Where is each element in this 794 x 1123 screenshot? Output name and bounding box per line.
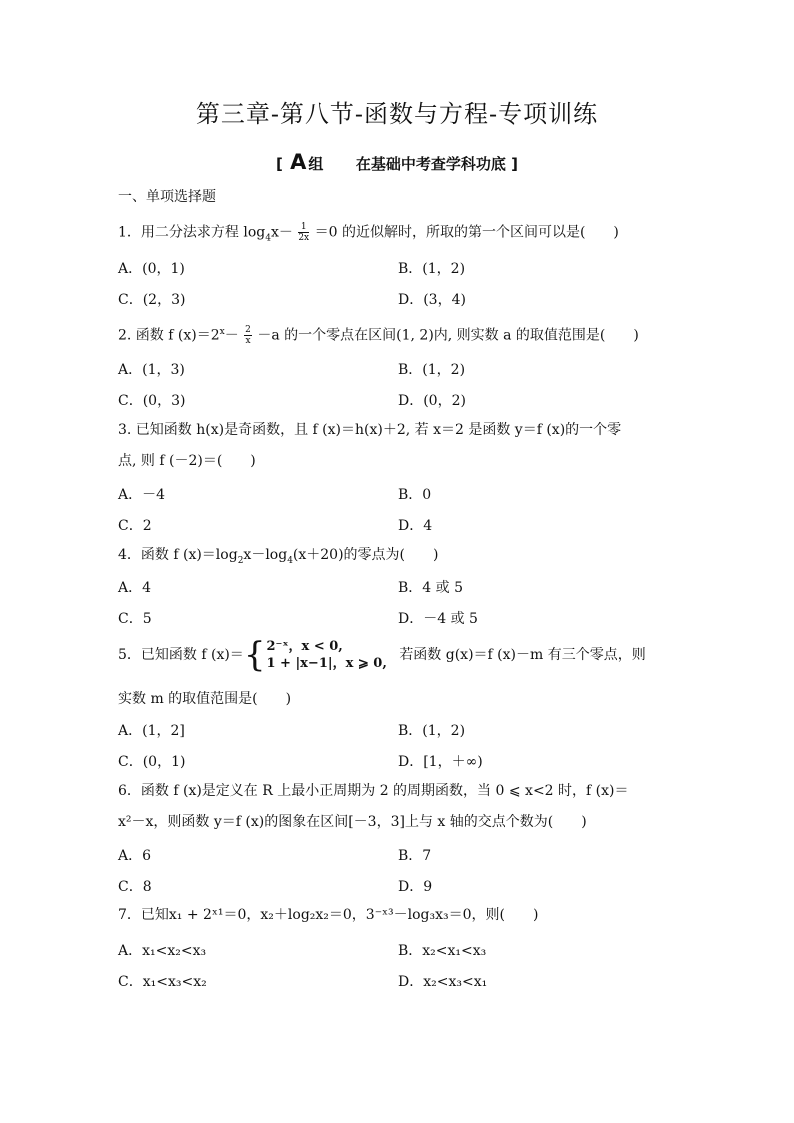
q6-option-d: D．9 (398, 879, 433, 895)
q3-option-b: B．0 (398, 487, 432, 503)
page-title: 第三章-第八节-函数与方程-专项训练 (195, 100, 599, 128)
q3-option-c: C．2 (118, 518, 152, 534)
group-heading (0, 150, 794, 174)
fraction: $\frac{2}{x}$ (245, 325, 251, 347)
fraction: $\frac{1}{2x}$ (298, 222, 310, 243)
q5-option-c: C．(0，1) (118, 754, 186, 770)
q7-option-d: D．x₂<x₃<x₁ (398, 974, 488, 990)
q2-option-b: B．(1，2) (398, 362, 466, 378)
q4-option-a: A．4 (118, 580, 152, 596)
question-3-line-1: 3. 已知函数 h(x)是奇函数，且 f (x)＝h(x)＋2, 若 x＝2 是函数 y＝f (x)的一个零 (118, 422, 622, 438)
q6-option-a: A．6 (118, 848, 152, 864)
section-heading: 一、单项选择题 (118, 189, 216, 205)
q6-option-b: B．7 (398, 848, 432, 864)
q1-option-d: D．(3，4) (398, 292, 466, 308)
q6-option-c: C．8 (118, 879, 152, 895)
group-bracket-close: ] (511, 155, 518, 173)
q1-option-b: B．(1，2) (398, 261, 466, 277)
question-5-line-2: 实数 m 的取值范围是( ) (118, 691, 292, 707)
q4-option-b: B．4 或 5 (398, 580, 464, 596)
question-3-line-2: 点, 则 f (－2)＝( ) (118, 453, 256, 469)
q7-option-c: C．x₁<x₃<x₂ (118, 974, 207, 990)
question-6-line-2: x²－x，则函数 y＝f (x)的图象在区间[－3，3]上与 x 轴的交点个数为( ) (118, 814, 587, 830)
question-4: 4．函数 f $(x)=\log_2x-\log_4(x+20)$的零点为( ) (118, 547, 439, 566)
group-letter: A (290, 150, 307, 174)
question-6-line-1: 6．函数 f (x)是定义在 R 上最小正周期为 2 的周期函数，当 0 ⩽ x<2 时，f (x)＝ (118, 783, 629, 799)
q5-option-a: A．(1，2] (118, 723, 185, 739)
q7-option-b: B．x₂<x₁<x₃ (398, 943, 487, 959)
q3-option-d: D．4 (398, 518, 433, 534)
question-7: 7．已知x₁ + 2ˣ¹＝0，x₂＋log₂x₂＝0，3⁻ˣ³－log₃x₃＝0，则( ) (118, 907, 539, 923)
group-label: 组 (308, 155, 324, 173)
question-5: 5．已知函数 f (x)＝{ 2⁻ˣ，x < 0, 1 + |x−1|，x ⩾ 0, 若函数 g(x)＝f (x)－m 有三个零点，则 (118, 635, 646, 675)
q5-option-b: B．(1，2) (398, 723, 466, 739)
q2-option-d: D．(0，2) (398, 393, 466, 409)
q2-option-c: C．(0，3) (118, 393, 186, 409)
q7-option-a: A．x₁<x₂<x₃ (118, 943, 207, 959)
brace: { (243, 635, 266, 675)
group-subtitle: 在基础中考查学科功底 (355, 155, 506, 173)
q4-option-c: C．5 (118, 611, 152, 627)
q2-option-a: A．(1，3) (118, 362, 185, 378)
q1-option-a: A．(0，1) (118, 261, 185, 277)
group-bracket-open: [ (276, 155, 283, 173)
q3-option-a: A．－4 (118, 487, 166, 503)
q1-option-c: C．(2，3) (118, 292, 186, 308)
question-2: 2. 函数 f $(x)=2^x-$ $\frac{2}{x}$ －a 的一个零点在区间(1, 2)内, 则实数 a 的取值范围是( ) (118, 325, 639, 347)
piecewise-cases: 2⁻ˣ，x < 0, 1 + |x−1|，x ⩾ 0, (266, 639, 387, 671)
q5-option-d: D．[1，＋∞) (398, 754, 483, 770)
question-1: 1．用二分法求方程 $\log_4x-$ $\frac{1}{2x}$ ＝0 的近似解时，所取的第一个区间可以是( ) (118, 222, 619, 244)
q4-option-d: D．－4 或 5 (398, 611, 478, 627)
